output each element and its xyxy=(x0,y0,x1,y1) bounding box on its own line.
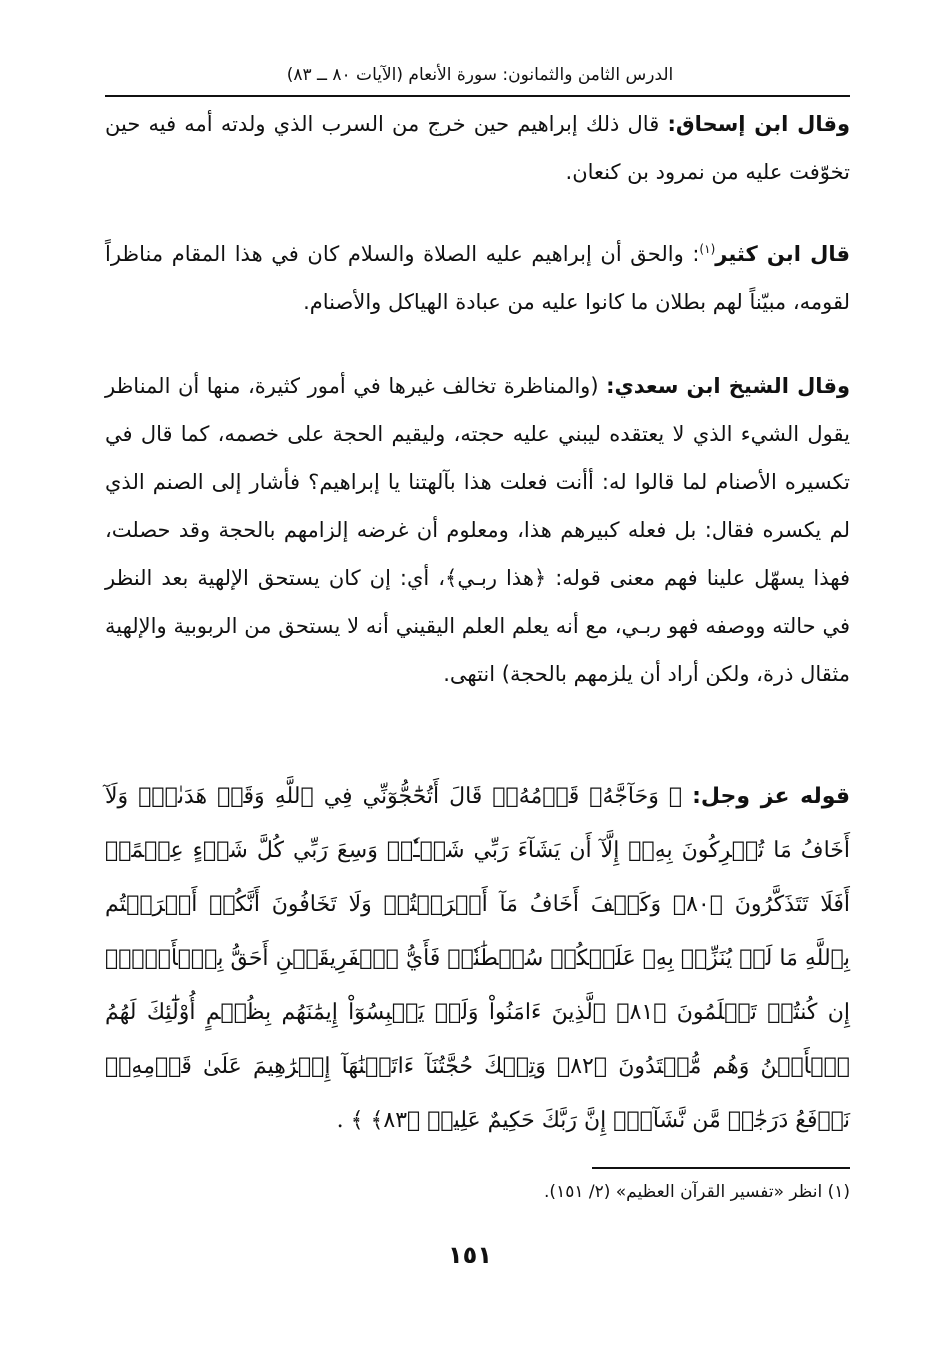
paragraph-lead: قوله عز وجل: xyxy=(692,784,850,809)
paragraph-ibn-kathir xyxy=(105,230,850,326)
paragraph-text: : والحق أن إبراهيم عليه الصلاة والسلام كان في هذا المقام مناظراً لقومه، مبيّناً لهم بطلان ما كانوا عليه من عبادة الهياكل والأصنام. xyxy=(105,242,850,314)
paragraph-quran-verses xyxy=(105,770,850,1148)
page-number: ١٥١ xyxy=(448,1241,492,1269)
quran-verse-text: ﴿ وَحَآجَّهُۥ قَوۡمُهُۥۚ قَالَ أَتُحَٰٓجُّوٓنِّي فِي ٱللَّهِ وَقَدۡ هَدَىٰنِۚ وَلَآ أَخَافُ مَا تُشۡرِكُونَ بِهِۦٓ إِلَّآ أَن يَشَآءَ رَبِّي شَيۡـٔٗاۚ وَسِعَ رَبِّي كُلَّ شَيۡءٍ عِلۡمًاۚ أَفَلَا تَتَذَكَّرُونَ ﴿٨٠﴾ وَكَيۡفَ أَخَافُ مَآ أَشۡرَكۡتُمۡ وَلَا تَخَافُونَ أَنَّكُمۡ أَشۡرَكۡتُم بِٱللَّهِ مَا لَمۡ يُنَزِّلۡ بِهِۦ عَلَيۡكُمۡ سُلۡطَٰنٗاۚ فَأَيُّ ٱلۡفَرِيقَيۡنِ أَحَقُّ بِٱلۡأَمۡنِۖ إِن كُنتُمۡ تَعۡلَمُونَ ﴿٨١﴾ ٱلَّذِينَ ءَامَنُواْ وَلَمۡ يَلۡبِسُوٓاْ إِيمَٰنَهُم بِظُلۡمٍ أُوْلَٰٓئِكَ لَهُمُ ٱلۡأَمۡنُ وَهُم مُّهۡتَدُونَ ﴿٨٢﴾ وَتِلۡكَ حُجَّتُنَآ ءَاتَيۡنَٰهَآ إِبۡرَٰهِيمَ عَلَىٰ قَوۡمِهِۦۚ نَرۡفَعُ دَرَجَٰتٖ مَّن نَّشَآءُۗ إِنَّ رَبَّكَ حَكِيمٌ عَلِيمٞ ﴿٨٣﴾ ﴾ . xyxy=(105,784,850,1133)
header-divider xyxy=(105,95,850,97)
footnote: (١) انظر «تفسير القرآن العظيم» (٢/ ١٥١). xyxy=(544,1182,850,1202)
footnote-divider xyxy=(592,1167,850,1169)
paragraph-lead: قال ابن كثير xyxy=(715,242,850,266)
paragraph-text: (والمناظرة تخالف غيرها في أمور كثيرة، منها أن المناظر يقول الشيء الذي لا يعتقده ليبني عليه حجته، وليقيم الحجة على خصمه، كما قال في تكسيره الأصنام لما قالوا له: أأنت فعلت هذا بآلهتنا يا إبراهيم؟ فأشار إلى الصنم الذي لم يكسره فقال: بل فعله كبيرهم هذا، ومعلوم أن غرضه إلزامهم بالحجة وقد حصلت، فهذا يسهّل علينا فهم معنى قوله: ﴿هذا ربـي﴾، أي: إن كان يستحق الإلهية بعد النظر في حالته ووصفه فهو ربـي، مع أنه يعلم العلم اليقيني أنه لا يستحق من الربوبية والإلهية مثقال ذرة، ولكن أراد أن يلزمهم بالحجة) انتهى. xyxy=(105,374,850,686)
paragraph-lead: وقال ابن إسحاق: xyxy=(667,112,851,136)
paragraph-ibn-ishaq xyxy=(105,100,850,196)
footnote-reference[interactable]: (١) xyxy=(699,242,716,256)
running-header: الدرس الثامن والثمانون: سورة الأنعام (الآيات ٨٠ ــ ٨٣) xyxy=(286,65,674,85)
paragraph-text: قال ذلك إبراهيم حين خرج من السرب الذي ولدته أمه فيه حين تخوّفت عليه من نمرود بن كنعان. xyxy=(105,112,850,184)
paragraph-ibn-saadi xyxy=(105,362,850,698)
paragraph-lead: وقال الشيخ ابن سعدي: xyxy=(606,374,850,398)
